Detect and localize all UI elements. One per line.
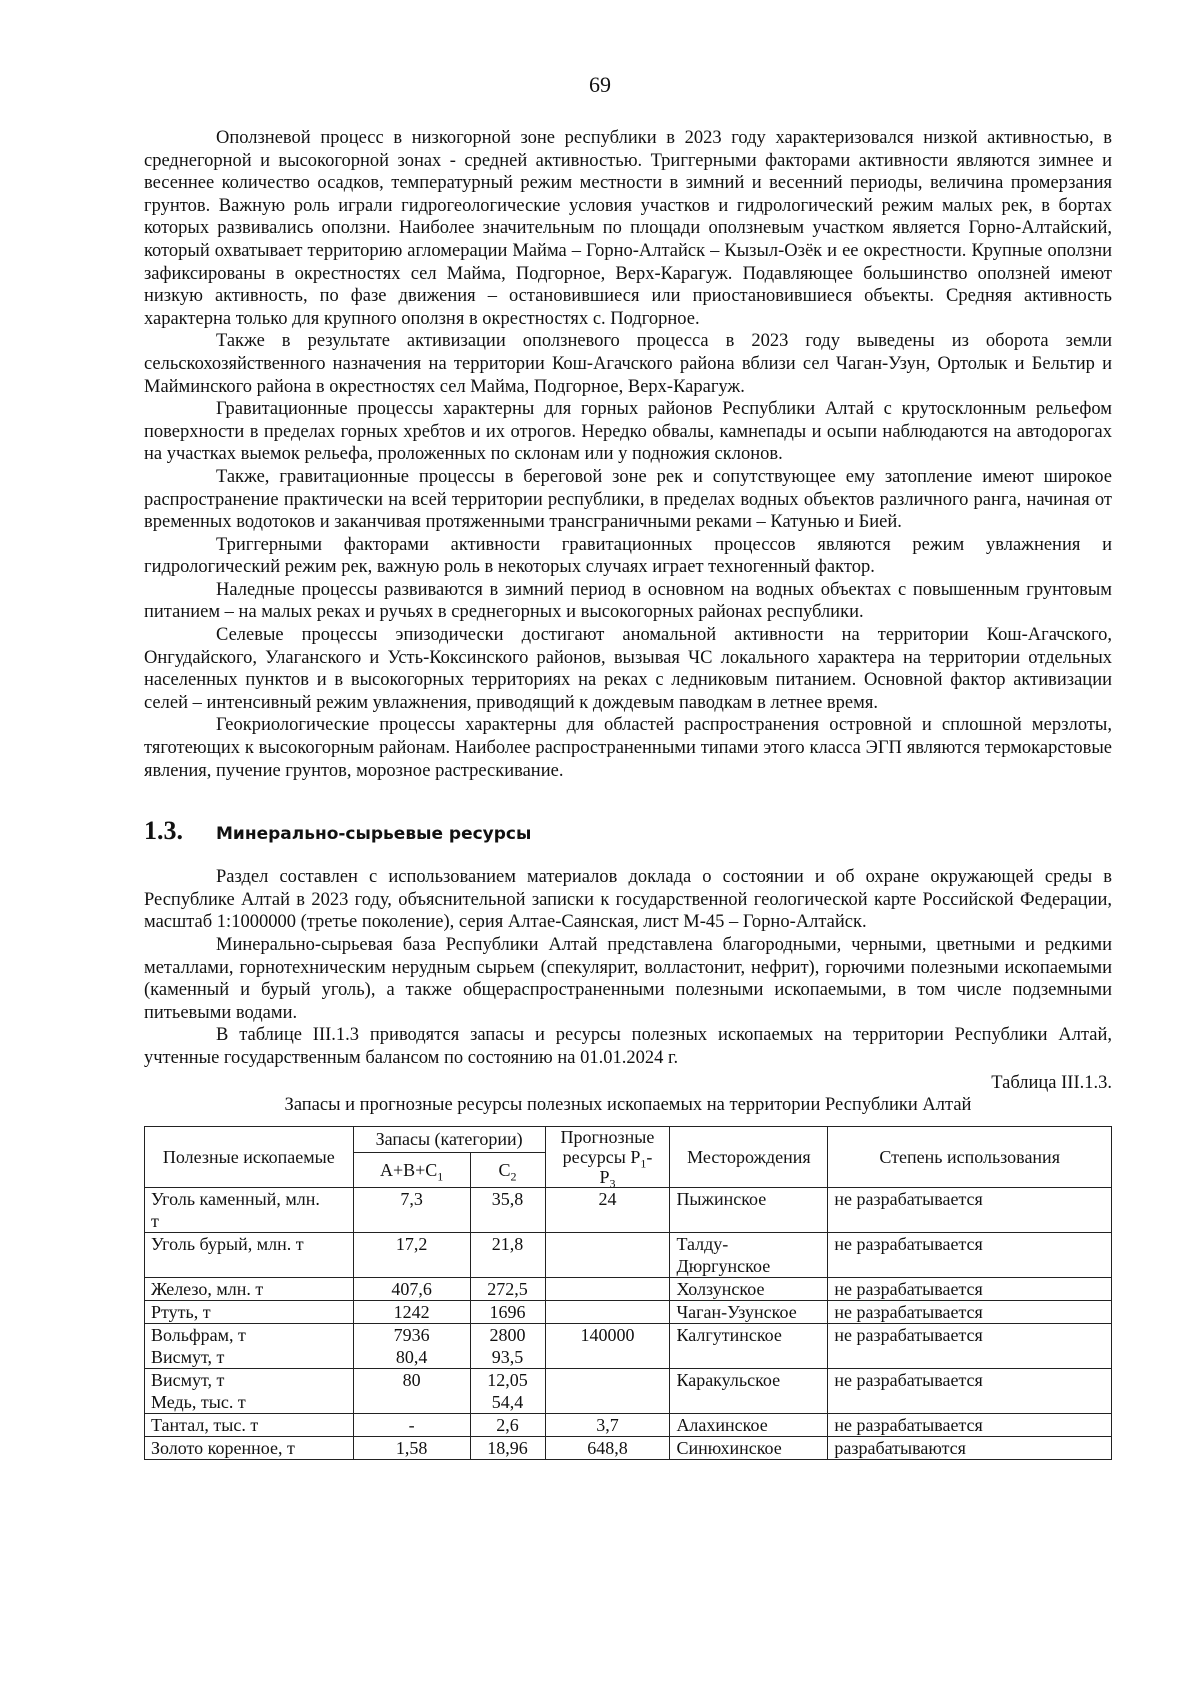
cell-abc-line: 407,6	[391, 1278, 432, 1299]
table-label: Таблица III.1.3.	[991, 1072, 1112, 1093]
cell-deposit	[670, 1187, 828, 1232]
cell-forecast	[545, 1436, 670, 1459]
cell-c2	[470, 1187, 545, 1232]
cell-c2	[470, 1368, 545, 1413]
cell-abc-line: 80	[402, 1369, 421, 1390]
cell-abc	[353, 1413, 470, 1436]
cell-usage: не разрабатывается	[828, 1323, 1112, 1368]
table-row	[145, 1277, 1112, 1300]
cell-forecast	[545, 1413, 670, 1436]
minerals-table	[144, 1126, 1112, 1460]
cell-deposit-line: Холзунское	[676, 1278, 765, 1299]
cell-c2-line: 1696	[489, 1301, 526, 1322]
cell-abc-line: 1242	[393, 1301, 430, 1322]
document-body	[144, 127, 1112, 1460]
cell-c2	[470, 1232, 545, 1277]
cell-forecast	[545, 1368, 670, 1413]
table-header-row	[145, 1126, 1112, 1152]
cell-usage: не разрабатывается	[828, 1300, 1112, 1323]
header-reserves: Запасы (категории)	[353, 1126, 545, 1152]
cell-mineral-line: Тантал, тыс. т	[151, 1414, 259, 1435]
cell-c2-line: 12,05	[487, 1369, 528, 1390]
cell-deposit-line: Каракульское	[676, 1369, 781, 1390]
cell-mineral-line: Золото коренное, т	[151, 1437, 295, 1458]
cell-forecast-line: 3,7	[596, 1414, 619, 1435]
cell-deposit-line: Синюхинское	[676, 1437, 782, 1458]
cell-mineral-line: Вольфрам, т	[151, 1324, 246, 1345]
cell-usage: не разрабатывается	[828, 1187, 1112, 1232]
cell-abc	[353, 1300, 470, 1323]
cell-deposit-line: Калгутинское	[676, 1324, 782, 1345]
cell-abc	[353, 1232, 470, 1277]
cell-forecast	[545, 1323, 670, 1368]
cell-deposit	[670, 1413, 828, 1436]
cell-c2	[470, 1413, 545, 1436]
cell-mineral	[145, 1277, 354, 1300]
cell-mineral-line: Ртуть, т	[151, 1301, 211, 1322]
paragraph: Селевые процессы эпизодически достигают аномальной активности на территории Кош-Агачского, Онгудайского, Улаганского и Усть-Коксинского районов, вызывая ЧС локального характера на территории отдельных населенных пунктов и в высокогорных территориях на реках с ледниковым питанием. Основной фактор активизации селей – интенсивный режим увлажнения, приводящий к дождевым паводкам в летнее время.	[144, 625, 1112, 713]
paragraph: Раздел составлен с использованием материалов доклада о состоянии и об охране окружающей среды в Республике Алтай в 2023 году, объяснительной записки к государственной геологической карте Российской Федерации, масштаб 1:1000000 (третье поколение), серия Алтае-Саянская, лист M-45 – Горно-Алтайск.	[144, 867, 1112, 933]
cell-c2-line: 18,96	[487, 1437, 528, 1458]
table-row	[145, 1300, 1112, 1323]
paragraph: Также в результате активизации оползневого процесса в 2023 году выведены из оборота земли сельскохозяйственного назначения на территории Кош-Агачского района вблизи сел Чаган-Узун, Ортолык и Бельтир и Майминского района в окрестностях сел Майма, Подгорное, Верх-Карагуж.	[144, 331, 1112, 397]
cell-deposit	[670, 1368, 828, 1413]
section-heading	[144, 816, 1112, 846]
cell-usage: не разрабатывается	[828, 1232, 1112, 1277]
table-row	[145, 1368, 1112, 1413]
cell-c2	[470, 1436, 545, 1459]
cell-deposit	[670, 1323, 828, 1368]
cell-abc	[353, 1323, 470, 1368]
section-number: 1.3.	[144, 816, 183, 846]
cell-c2-line: 54,4	[491, 1391, 524, 1412]
cell-abc	[353, 1187, 470, 1232]
cell-c2-line: 2800	[489, 1324, 526, 1345]
paragraph: Оползневой процесс в низкогорной зоне республики в 2023 году характеризовался низкой активностью, в среднегорной и высокогорной зонах - средней активностью. Триггерными факторами активности являются зимнее и весеннее количество осадков, температурный режим местности в зимний и весенний периоды, величина промерзания грунтов. Важную роль играли гидрогеологические условия участков и гидрологический режим малых рек, в бортах которых развивались оползни. Наиболее значительным по площади оползневым участком является Горно-Алтайский, который охватывает территорию агломерации Майма – Горно-Алтайск – Кызыл-Озёк и ее окрестности. Крупные оползни зафиксированы в окрестностях сел Майма, Подгорное, Верх-Карагуж. Подавляющее большинство оползней имеют низкую активность, по фазе движения – остановившиеся или приостановившиеся объекты. Средняя активность характерна только для крупного оползня в окрестностях с. Подгорное.	[144, 128, 1112, 329]
cell-deposit	[670, 1300, 828, 1323]
cell-forecast-line: 648,8	[587, 1437, 628, 1458]
section-title: Минерально-сырьевые ресурсы	[216, 824, 532, 845]
cell-abc-line: 1,58	[395, 1437, 428, 1458]
paragraph: Триггерными факторами активности гравитационных процессов являются режим увлажнения и гидрологический режим рек, важную роль в некоторых случаях играет техногенный фактор.	[144, 534, 1112, 578]
header-usage: Степень использования	[828, 1126, 1112, 1187]
cell-abc-line: 17,2	[395, 1233, 428, 1254]
cell-deposit	[670, 1436, 828, 1459]
paragraph: Гравитационные процессы характерны для горных районов Республики Алтай с крутосклонным рельефом поверхности в пределах горных хребтов и их отрогов. Нередко обвалы, камнепады и осыпи наблюдаются на автодорогах на участках выемок рельефа, проложенных по склонам или у подножия склонов.	[144, 399, 1112, 465]
cell-mineral	[145, 1300, 354, 1323]
header-forecast: Прогнозные ресурсы $Р_1-$ $Р_3$	[545, 1126, 670, 1187]
paragraph: Наледные процессы развиваются в зимний период в основном на водных объектах с повышенным грунтовым питанием – на малых реках и ручьях в среднегорных и высокогорных районах республики.	[144, 579, 1112, 623]
cell-deposit-line: Талду-	[676, 1233, 729, 1254]
cell-mineral-line: Висмут, т	[151, 1346, 225, 1367]
cell-mineral-line: Уголь бурый, млн. т	[151, 1233, 304, 1254]
cell-usage: не разрабатывается	[828, 1277, 1112, 1300]
cell-usage: разрабатываются	[828, 1436, 1112, 1459]
table-row	[145, 1232, 1112, 1277]
paragraph: Геокриологические процессы характерны для областей распространения островной и сплошной мерзлоты, тяготеющих к высокогорным районам. Наиболее распространенными типами этого класса ЭГП являются термокарстовые явления, пучение грунтов, морозное растрескивание.	[144, 715, 1112, 781]
cell-deposit	[670, 1232, 828, 1277]
cell-abc	[353, 1277, 470, 1300]
cell-mineral	[145, 1187, 354, 1232]
table-row	[145, 1323, 1112, 1368]
table-body	[145, 1187, 1112, 1459]
cell-abc	[353, 1436, 470, 1459]
cell-deposit-line: Алахинское	[676, 1414, 768, 1435]
cell-abc-line: 80,4	[395, 1346, 428, 1367]
cell-c2-line: 93,5	[491, 1346, 524, 1367]
text-block-section	[144, 866, 1112, 1069]
cell-c2	[470, 1300, 545, 1323]
table-row	[145, 1413, 1112, 1436]
cell-abc-line: 7,3	[400, 1188, 423, 1209]
cell-forecast	[545, 1232, 670, 1277]
cell-mineral-line: Уголь каменный, млн.	[151, 1188, 320, 1209]
cell-mineral	[145, 1323, 354, 1368]
paragraph: В таблице III.1.3 приводятся запасы и ресурсы полезных ископаемых на территории Республики Алтай, учтенные государственным балансом по состоянию на 01.01.2024 г.	[144, 1025, 1112, 1068]
cell-mineral-line: Медь, тыс. т	[151, 1391, 246, 1412]
text-block-top	[144, 127, 1112, 782]
cell-forecast	[545, 1277, 670, 1300]
cell-deposit	[670, 1277, 828, 1300]
cell-c2	[470, 1323, 545, 1368]
header-abc: $А+В+С_1$	[353, 1152, 470, 1187]
cell-c2-line: 2,6	[496, 1414, 519, 1435]
cell-c2	[470, 1277, 545, 1300]
paragraph: Минерально-сырьевая база Республики Алтай представлена благородными, черными, цветными и редкими металлами, горнотехническим нерудным сырьем (спекулярит, волластонит, нефрит), горючими полезными ископаемыми (каменный и бурый уголь), а также общераспространенными полезными ископаемыми, в том числе подземными питьевыми водами.	[144, 935, 1112, 1023]
cell-mineral	[145, 1413, 354, 1436]
cell-abc-line: -	[408, 1414, 415, 1435]
table-title: Запасы и прогнозные ресурсы полезных ископаемых на территории Республики Алтай	[284, 1094, 972, 1115]
header-c2: $С_2$	[470, 1152, 545, 1187]
header-deposits: Месторождения	[670, 1126, 828, 1187]
page-number: 69	[589, 72, 611, 97]
cell-usage: не разрабатывается	[828, 1413, 1112, 1436]
header-minerals: Полезные ископаемые	[145, 1126, 354, 1187]
paragraph: Также, гравитационные процессы в береговой зоне рек и сопутствующее ему затопление имеют широкое распространение практически на всей территории республики, в пределах водных объектов различного ранга, начиная от временных водотоков и заканчивая протяженными трансграничными реками – Катунью и Бией.	[144, 466, 1112, 533]
cell-usage: не разрабатывается	[828, 1368, 1112, 1413]
cell-c2-line: 272,5	[487, 1278, 528, 1299]
cell-c2-line: 21,8	[491, 1233, 524, 1254]
cell-deposit-line: Пыжинское	[676, 1188, 767, 1209]
cell-abc	[353, 1368, 470, 1413]
cell-forecast	[545, 1187, 670, 1232]
cell-mineral	[145, 1232, 354, 1277]
cell-forecast-line: 140000	[580, 1324, 635, 1345]
cell-forecast-line: 24	[598, 1188, 617, 1209]
table-row	[145, 1187, 1112, 1232]
cell-c2-line: 35,8	[491, 1188, 524, 1209]
cell-forecast	[545, 1300, 670, 1323]
cell-deposit-line: Дюргунское	[676, 1255, 771, 1276]
cell-mineral-line: т	[151, 1210, 159, 1231]
cell-mineral	[145, 1436, 354, 1459]
cell-mineral-line: Висмут, т	[151, 1369, 225, 1390]
cell-mineral-line: Железо, млн. т	[151, 1278, 264, 1299]
cell-mineral	[145, 1368, 354, 1413]
cell-deposit-line: Чаган-Узунское	[676, 1301, 797, 1322]
table-row	[145, 1436, 1112, 1459]
cell-abc-line: 7936	[393, 1324, 430, 1345]
